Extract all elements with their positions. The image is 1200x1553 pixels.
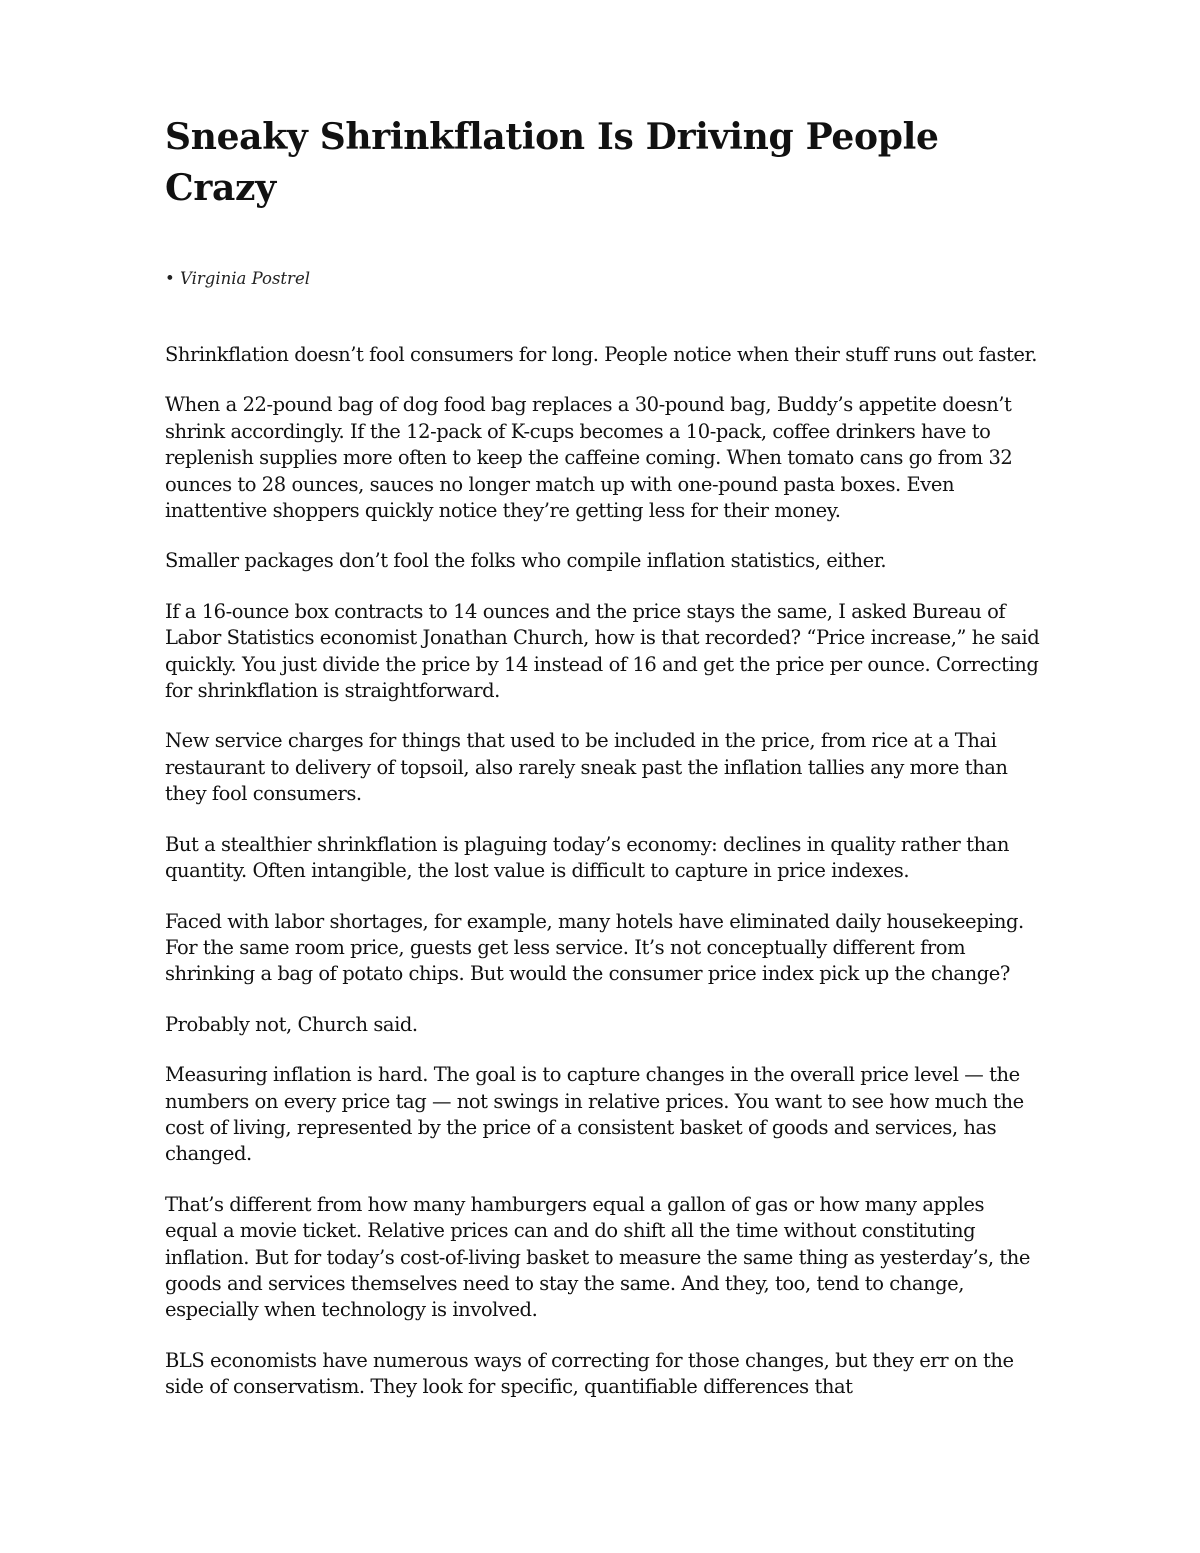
article-page: [165, 112, 1040, 1425]
article-byline: • Virginia Postrel: [165, 269, 310, 288]
article-paragraph: Measuring inflation is hard. The goal is to capture changes in the overall price level — the numbers on every price tag — not swings in relative prices. You want to see how much the cost of living, represented by the price of a consistent basket of goods and services, has changed.: [165, 1063, 1024, 1166]
article-body: [165, 342, 1040, 1401]
article-paragraph: If a 16-ounce box contracts to 14 ounces and the price stays the same, I asked Bureau of Labor Statistics economist Jonathan Church, how is that recorded? “Price increase,” he said quickly. You just divide the price by 14 instead of 16 and get the price per ounce. Correcting for shrinkflation is straightforward.: [165, 599, 1040, 703]
article-title: Sneaky Shrinkflation Is Driving People Crazy: [165, 116, 939, 209]
article-paragraph: Probably not, Church said.: [165, 1012, 418, 1036]
article-paragraph: But a stealthier shrinkflation is plaguing today’s economy: declines in quality rather than quantity. Often intangible, the lost value is difficult to capture in price indexes.: [165, 832, 1009, 883]
article-paragraph: Faced with labor shortages, for example, many hotels have eliminated daily housekeeping. For the same room price, guests get less service. It’s not conceptually different from shrinking a bag of potato chips. But would the consumer price index pick up the change?: [165, 909, 1024, 986]
article-paragraph: When a 22-pound bag of dog food bag replaces a 30-pound bag, Buddy’s appetite doesn’t shrink accordingly. If the 12-pack of K-cups becomes a 10-pack, coffee drinkers have to replenish supplies more often to keep the caffeine coming. When tomato cans go from 32 ounces to 28 ounces, sauces no longer match up with one-pound pasta boxes. Even inattentive shoppers quickly notice they’re getting less for their money.: [165, 393, 1013, 523]
article-paragraph: BLS economists have numerous ways of correcting for those changes, but they err on the side of conservatism. They look for specific, quantifiable differences that: [165, 1348, 1014, 1399]
article-paragraph: Smaller packages don’t fool the folks who compile inflation statistics, either.: [165, 549, 887, 573]
article-paragraph: That’s different from how many hamburgers equal a gallon of gas or how many apples equal a movie ticket. Relative prices can and do shift all the time without constituting inflation. But for today’s cost-of-living basket to measure the same thing as yesterday’s, the goods and services themselves need to stay the same. And they, too, tend to change, especially when technology is involved.: [165, 1192, 1030, 1322]
article-paragraph: New service charges for things that used to be included in the price, from rice at a Thai restaurant to delivery of topsoil, also rarely sneak past the inflation tallies any more than they fool consumers.: [165, 729, 1008, 806]
article-paragraph: Shrinkflation doesn’t fool consumers for long. People notice when their stuff runs out faster.: [165, 343, 1038, 366]
